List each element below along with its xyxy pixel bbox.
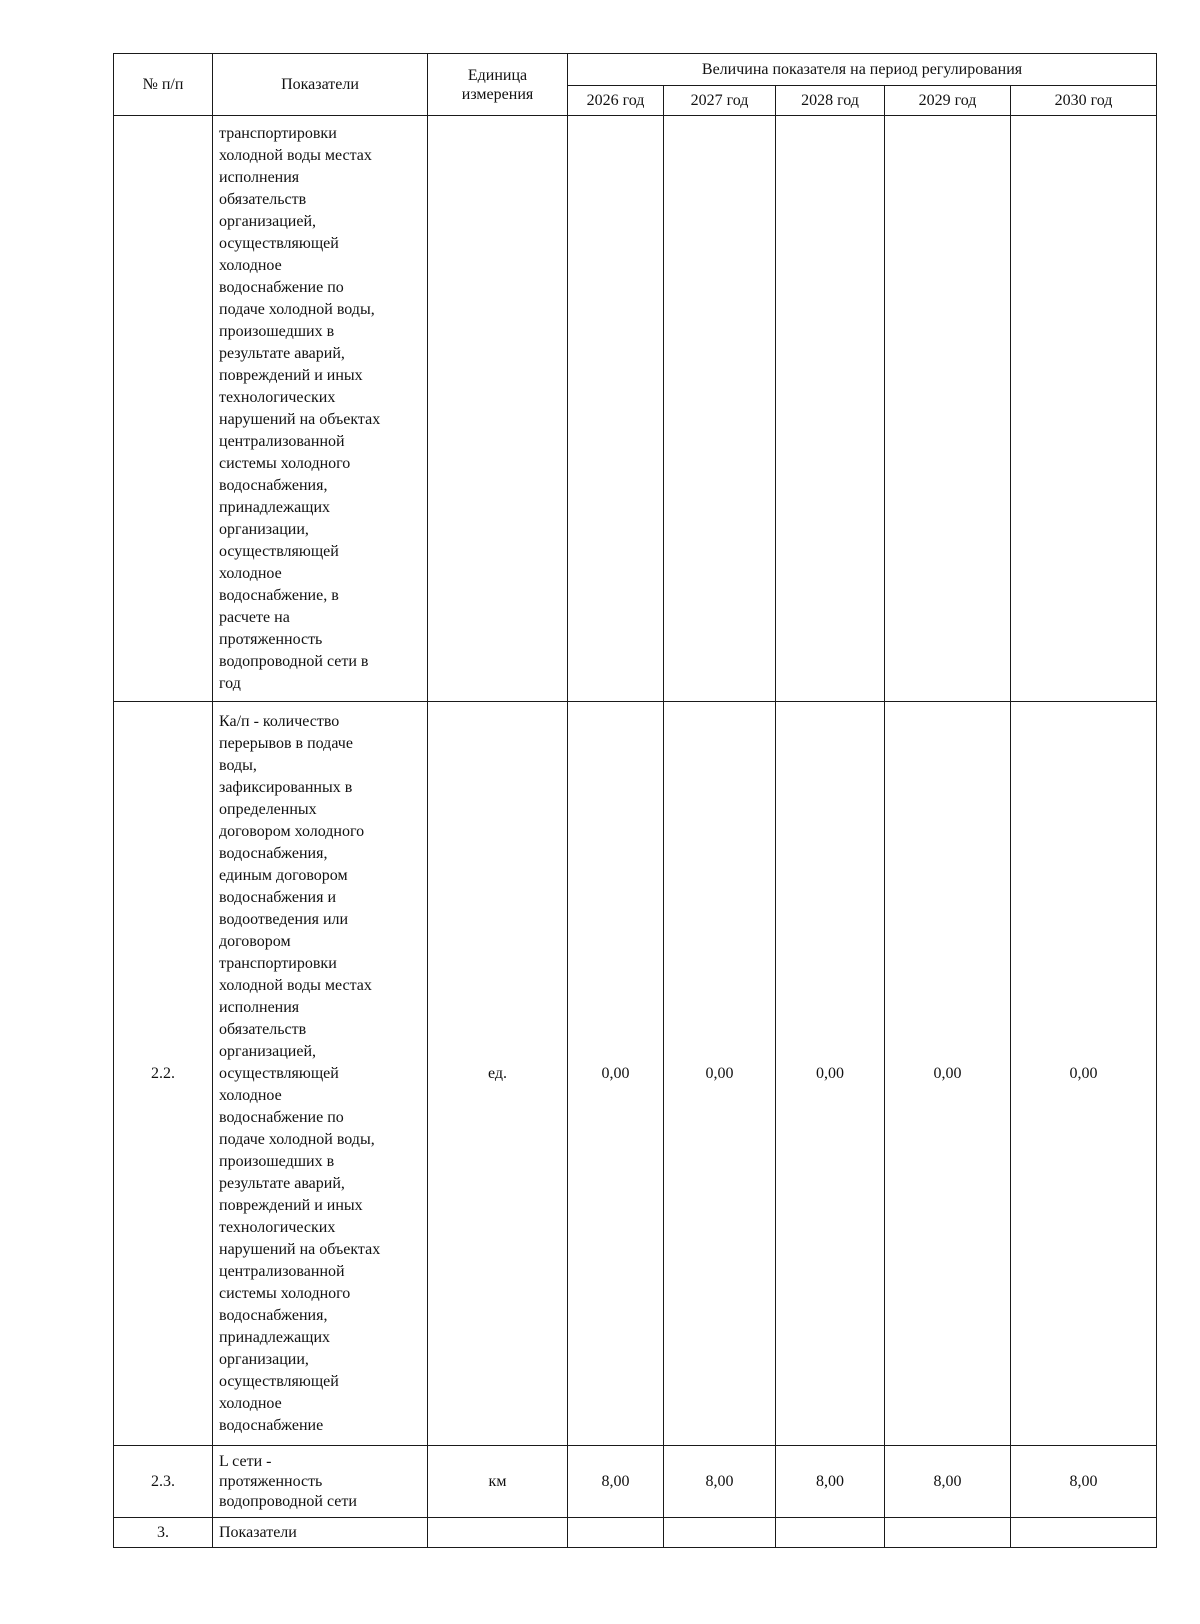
row-number: 2.2. [114, 702, 213, 1446]
row-number [114, 116, 213, 702]
row-value [1011, 116, 1157, 702]
row-description [213, 702, 428, 1446]
row-value [664, 116, 776, 702]
header-year: 2026 год [568, 86, 664, 116]
row-description-text: Ка/п - количество перерывов в подаче воды, зафиксированных в определенных договором холодного водоснабжения, единым договором водоснабжения и водоотведения или договором транспортировки холодной воды местах исполнения обязательств организацией, осуществляющей холодное водоснабжение по подаче холодной воды, произошедших в результате аварий, повреждений и иных технологических нарушений на объектах централизованной системы холодного водоснабжения, принадлежащих организации, осуществляющей холодное водоснабжение [219, 712, 381, 1434]
row-description [213, 116, 428, 702]
row-description-text: L сети - протяженность водопроводной сети [219, 1452, 357, 1510]
row-number: 2.3. [114, 1446, 213, 1518]
row-value: 8,00 [885, 1446, 1011, 1518]
row-value: 8,00 [664, 1446, 776, 1518]
row-number: 3. [114, 1518, 213, 1548]
row-value: 8,00 [1011, 1446, 1157, 1518]
row-description [213, 1518, 428, 1548]
row-value [776, 116, 885, 702]
row-value [664, 1518, 776, 1548]
row-value [568, 1518, 664, 1548]
table-header [114, 54, 1157, 116]
header-period: Величина показателя на период регулирования [568, 54, 1157, 86]
row-description-text: транспортировки холодной воды местах исполнения обязательств организацией, осуществляющей холодное водоснабжение по подаче холодной воды, произошедших в результате аварий, повреждений и иных технологических нарушений на объектах централизованной системы холодного водоснабжения, принадлежащих организации, осуществляющей холодное водоснабжение, в расчете на протяженность водопроводной сети в год [219, 124, 381, 692]
row-description-text: Показатели [219, 1523, 297, 1541]
row-value [885, 116, 1011, 702]
table-row [114, 702, 1157, 1446]
row-value: 0,00 [1011, 702, 1157, 1446]
row-value [885, 1518, 1011, 1548]
row-value [568, 116, 664, 702]
row-value: 0,00 [885, 702, 1011, 1446]
row-unit [428, 116, 568, 702]
row-value [776, 1518, 885, 1548]
table-row [114, 116, 1157, 702]
header-year: 2028 год [776, 86, 885, 116]
header-year: 2030 год [1011, 86, 1157, 116]
header-indicator: Показатели [213, 54, 428, 116]
table-row [114, 1446, 1157, 1518]
row-unit: ед. [428, 702, 568, 1446]
row-value: 8,00 [568, 1446, 664, 1518]
row-value [1011, 1518, 1157, 1548]
indicators-table [113, 53, 1157, 1548]
row-unit [428, 1518, 568, 1548]
table-body [114, 116, 1157, 1548]
row-description [213, 1446, 428, 1518]
header-unit: Единица измерения [428, 54, 568, 116]
table-row [114, 1518, 1157, 1548]
row-value: 8,00 [776, 1446, 885, 1518]
row-value: 0,00 [776, 702, 885, 1446]
header-year: 2029 год [885, 86, 1011, 116]
header-num: № п/п [114, 54, 213, 116]
header-year: 2027 год [664, 86, 776, 116]
row-unit: км [428, 1446, 568, 1518]
row-value: 0,00 [664, 702, 776, 1446]
row-value: 0,00 [568, 702, 664, 1446]
